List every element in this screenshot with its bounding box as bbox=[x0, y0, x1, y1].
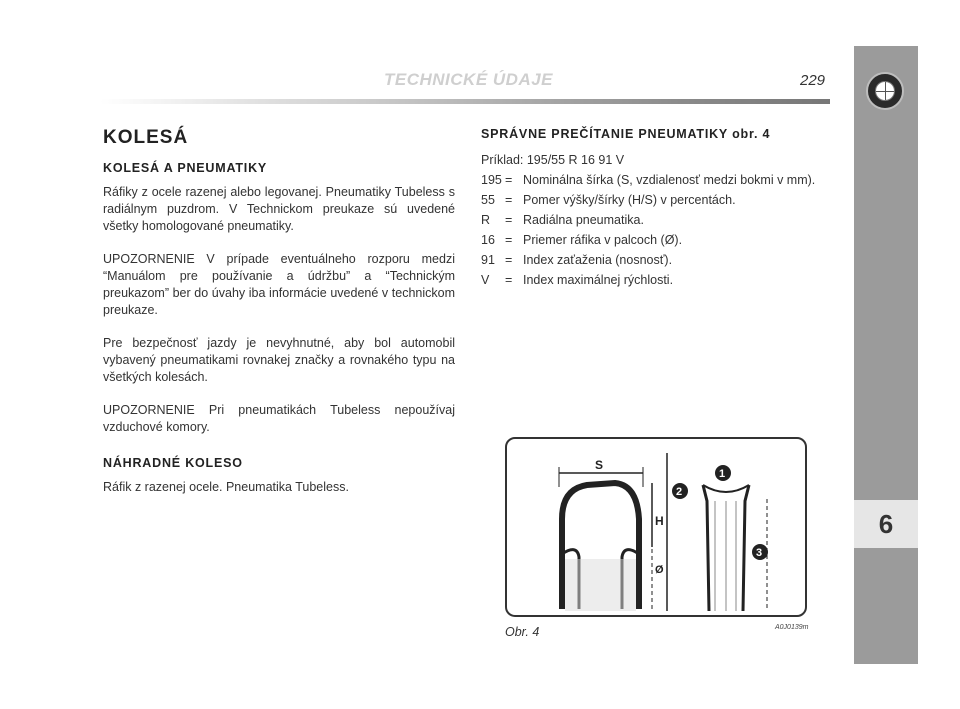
callout-3: 3 bbox=[756, 547, 763, 559]
left-column bbox=[103, 127, 455, 512]
spec-description: Pomer výšky/šírky (H/S) v percentách. bbox=[523, 193, 736, 207]
spec-code: 91 bbox=[481, 253, 495, 267]
tyre-diagram-frame bbox=[505, 437, 807, 617]
spec-equals: = bbox=[505, 273, 513, 287]
paragraph: Ráfik z razenej ocele. Pneumatika Tubeless. bbox=[103, 480, 349, 494]
right-column bbox=[481, 127, 831, 290]
spec-description: Priemer ráfika v palcoch (Ø). bbox=[523, 233, 683, 247]
spec-code: 55 bbox=[481, 193, 495, 207]
chapter-side-tab bbox=[854, 46, 918, 664]
paragraph: Pre bezpečnosť jazdy je nevyhnutné, aby bol automobil vybavený pneumatikami rovnakej značky a rovnakého typu na všetkých kolesách. bbox=[103, 336, 455, 384]
spec-row bbox=[481, 230, 831, 250]
spec-code: 16 bbox=[481, 233, 495, 247]
chapter-number: 6 bbox=[854, 500, 918, 548]
tyre-diagram bbox=[507, 439, 805, 615]
spec-description: Nominálna šírka (S, vzdialenosť medzi bokmi v mm). bbox=[523, 173, 816, 187]
spec-row bbox=[481, 270, 831, 290]
spec-equals: = bbox=[505, 193, 513, 207]
spec-description: Index zaťaženia (nosnosť). bbox=[523, 253, 673, 267]
spec-row bbox=[481, 210, 831, 230]
section1-heading: KOLESÁ A PNEUMATIKY bbox=[103, 161, 268, 175]
spec-code: 195 bbox=[481, 173, 502, 187]
callout-2: 2 bbox=[676, 486, 683, 498]
section-title: KOLESÁ bbox=[103, 127, 189, 148]
spec-description: Radiálna pneumatika. bbox=[523, 213, 644, 227]
spec-code: V bbox=[481, 273, 490, 287]
spec-row bbox=[481, 170, 831, 190]
spec-description: Index maximálnej rýchlosti. bbox=[523, 273, 674, 287]
figure-caption: Obr. 4 bbox=[505, 625, 540, 639]
label-h: H bbox=[655, 514, 664, 528]
paragraph: UPOZORNENIE Pri pneumatikách Tubeless nepoužívaj vzduchové komory. bbox=[103, 403, 455, 434]
paragraph: Ráfiky z ocele razenej alebo legovanej. Pneumatiky Tubeless s radiálnym puzdrom. V Technickom preukaze sú uvedené všetky homologované pneumatiky. bbox=[103, 185, 455, 233]
spec-equals: = bbox=[505, 173, 513, 187]
spec-equals: = bbox=[505, 213, 513, 227]
tyre-example: Príklad: 195/55 R 16 91 V bbox=[481, 153, 625, 167]
page-number: 229 bbox=[800, 72, 826, 89]
spec-equals: = bbox=[505, 253, 513, 267]
spec-code: R bbox=[481, 213, 491, 227]
brand-logo-icon bbox=[866, 72, 904, 110]
paragraph: UPOZORNENIE V prípade eventuálneho rozporu medzi “Manuálom pre používanie a údržbu” a “Technickým preukazom” ber do úvahy iba informácie uvedené v technickom preukaze. bbox=[103, 252, 455, 317]
spec-row bbox=[481, 190, 831, 210]
label-s: S bbox=[595, 458, 604, 472]
spec-equals: = bbox=[505, 233, 513, 247]
spec-row bbox=[481, 250, 831, 270]
section2-heading: NÁHRADNÉ KOLESO bbox=[103, 456, 243, 470]
header-rule bbox=[100, 99, 830, 104]
callout-1: 1 bbox=[719, 468, 726, 480]
tyre-reading-heading: SPRÁVNE PREČÍTANIE PNEUMATIKY obr. 4 bbox=[481, 127, 771, 141]
figure-code: A0J0139m bbox=[775, 624, 809, 631]
page-header-title: TECHNICKÉ ÚDAJE bbox=[384, 70, 554, 89]
rim-fill bbox=[565, 559, 636, 611]
label-diameter: Ø bbox=[655, 564, 664, 576]
tread-arc bbox=[703, 485, 749, 492]
